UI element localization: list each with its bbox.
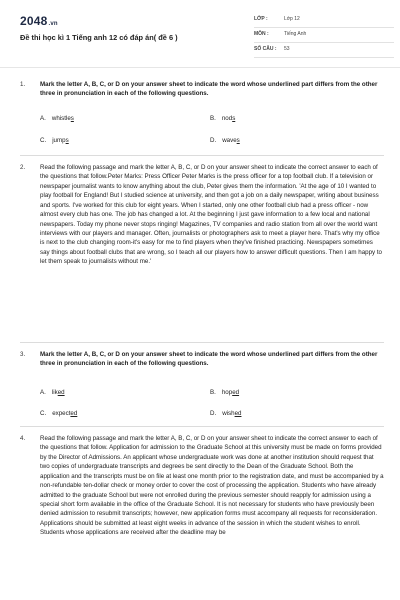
meta-class-row: [254, 14, 394, 28]
question-divider: [20, 426, 384, 427]
meta-count-value: 53: [284, 46, 290, 52]
meta-subject-value: Tiếng Anh: [284, 31, 307, 37]
meta-subject-row: [254, 29, 394, 43]
question-2: [20, 163, 384, 338]
meta-count-row: [254, 44, 394, 58]
question-4: [20, 434, 384, 600]
option-b[interactable]: B. nods: [210, 115, 236, 122]
option-a[interactable]: A. whistles: [40, 115, 74, 122]
question-text: Mark the letter A, B, C, or D on your answer sheet to indicate the word whose underlined part differs from the other three in pronunciation in each of the following questions.: [40, 81, 378, 98]
meta-class-key: LỚP :: [254, 16, 268, 22]
passage-text: Read the following passage and mark the letter A, B, C, or D on your answer sheet to indicate the correct answer to each of the questions that follow. Application for admission to the Graduate School at this university must be made on forms provided by the Director of Admissions. An applicant whose undergraduate work was done at another institution should request that two copies of undergraduate transcripts and degrees be sent directly to the Dean of the Graduate School. Both the application and the transcripts must be on file at least one month prior to the registration date, and must be accompanied by a non-refundable ten-dollar check or money order to cover the cost of processing the application. Students who have already admitted to the graduate School but were not enrolled during the previous semester should reapply for admission using a special short form available in the office of the Graduate School. It is not necessary for students who have previously been denied admission to resubmit transcripts; however, new application forms must accompany all requests for reconsideration. Applications should be submitted at least eight weeks in advance of the session in which the student wishes to enroll. Students whose applications are received after the deadline may be: [40, 435, 384, 537]
question-text: Mark the letter A, B, C, or D on your answer sheet to indicate the word whose underlined part differs from the other three in pronunciation in each of the following questions.: [40, 351, 378, 368]
question-number: 4.: [20, 435, 26, 442]
passage-text: Read the following passage and mark the letter A, B, C, or D on your answer sheet to indicate the correct answer to each of the questions that follow.Peter Marks: Press Officer Peter Marks is the press officer for a top football club. If a television or newspaper journalist wants to know anything about the club, Peter gives them the information. 'At the age of 10 I wanted to play football for England! But I studied science at university, and then got a job on a daily newspaper, writing about business and sports. I've worked for this club for eight years. When I started, only one other football club had a press officer - now almost every club has one. The job has changed a lot. At the beginning I just gave information to a few local and national newspapers. Today my phone never stops ringing! Magazines, TV companies and radio station from all over the world want interviews with our players and manager. Often, journalists or photographers ask to meet a player here. That's why my office is next to the club changing room-it's easy for me to find players when they've finished practicing. Newspapers sometimes say things about football clubs that are wrong, so I teach all our players how to answer difficult questions. Then I am happy to let them speak to journalists without me.': [40, 164, 382, 266]
logo-suffix: .vn: [48, 21, 58, 27]
question-1: [20, 80, 384, 160]
question-number: 1.: [20, 81, 26, 88]
question-3: [20, 350, 384, 430]
option-c[interactable]: C. jumps: [40, 137, 69, 144]
option-d[interactable]: D. waves: [210, 137, 240, 144]
option-b[interactable]: B. hoped: [210, 389, 240, 396]
page-header: [0, 0, 400, 62]
meta-class-value: Lớp 12: [284, 16, 300, 22]
meta-count-key: SỐ CÂU :: [254, 46, 277, 52]
question-number: 2.: [20, 164, 26, 171]
question-number: 3.: [20, 351, 26, 358]
meta-subject-key: MÔN :: [254, 31, 269, 37]
option-d[interactable]: D. wished: [210, 410, 242, 417]
question-divider: [20, 155, 384, 156]
logo-main: 2048: [20, 14, 48, 28]
exam-title: Đề thi học kì 1 Tiếng anh 12 có đáp án( đề 6 ): [20, 33, 178, 42]
option-a[interactable]: A. liked: [40, 389, 65, 396]
header-divider: [0, 67, 400, 68]
option-c[interactable]: C. expected: [40, 410, 78, 417]
site-logo[interactable]: [20, 14, 58, 28]
question-divider: [20, 342, 384, 343]
